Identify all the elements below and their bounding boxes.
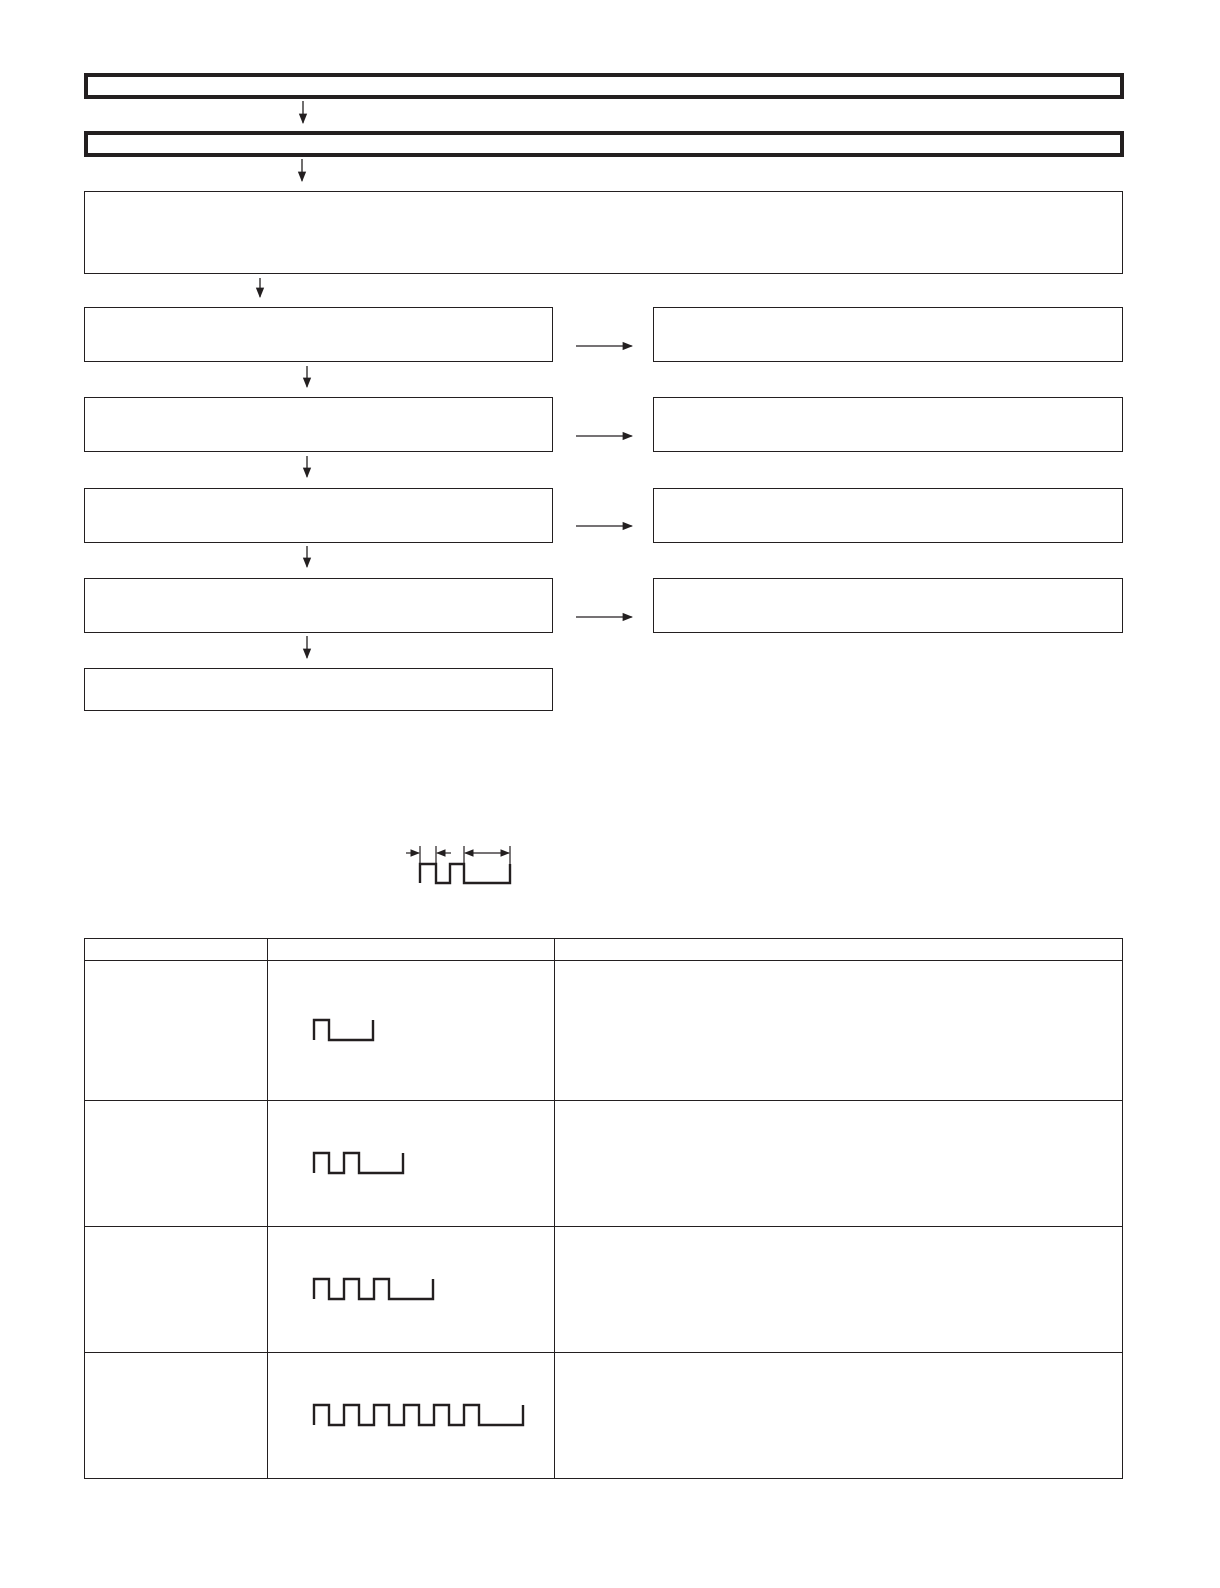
table-header-pattern — [268, 939, 555, 961]
table-row — [85, 961, 1123, 1101]
blink-pattern-table — [84, 938, 1123, 1479]
table-header-description — [555, 939, 1123, 961]
pulse-waveform — [312, 1016, 532, 1046]
row-waveform-cell — [268, 1101, 555, 1227]
pulse-train — [314, 1279, 433, 1299]
row-condition — [85, 1353, 268, 1479]
row-condition — [85, 961, 268, 1101]
pulse-waveform — [312, 1149, 532, 1179]
table-row — [85, 1353, 1123, 1479]
legend-waveform — [420, 864, 510, 883]
row-description — [555, 1227, 1123, 1353]
table-header-condition — [85, 939, 268, 961]
row-description — [555, 1101, 1123, 1227]
row-condition — [85, 1101, 268, 1227]
pulse-train — [314, 1153, 403, 1173]
pulse-waveform — [312, 1275, 532, 1305]
table-header-row — [85, 939, 1123, 961]
table-row — [85, 1101, 1123, 1227]
timing-legend — [406, 846, 510, 883]
pulse-waveform — [312, 1401, 532, 1431]
row-waveform-cell — [268, 1227, 555, 1353]
row-condition — [85, 1227, 268, 1353]
row-waveform-cell — [268, 1353, 555, 1479]
row-description — [555, 1353, 1123, 1479]
pulse-train — [314, 1405, 523, 1425]
row-description — [555, 961, 1123, 1101]
table-row — [85, 1227, 1123, 1353]
pulse-train — [314, 1020, 373, 1040]
row-waveform-cell — [268, 961, 555, 1101]
